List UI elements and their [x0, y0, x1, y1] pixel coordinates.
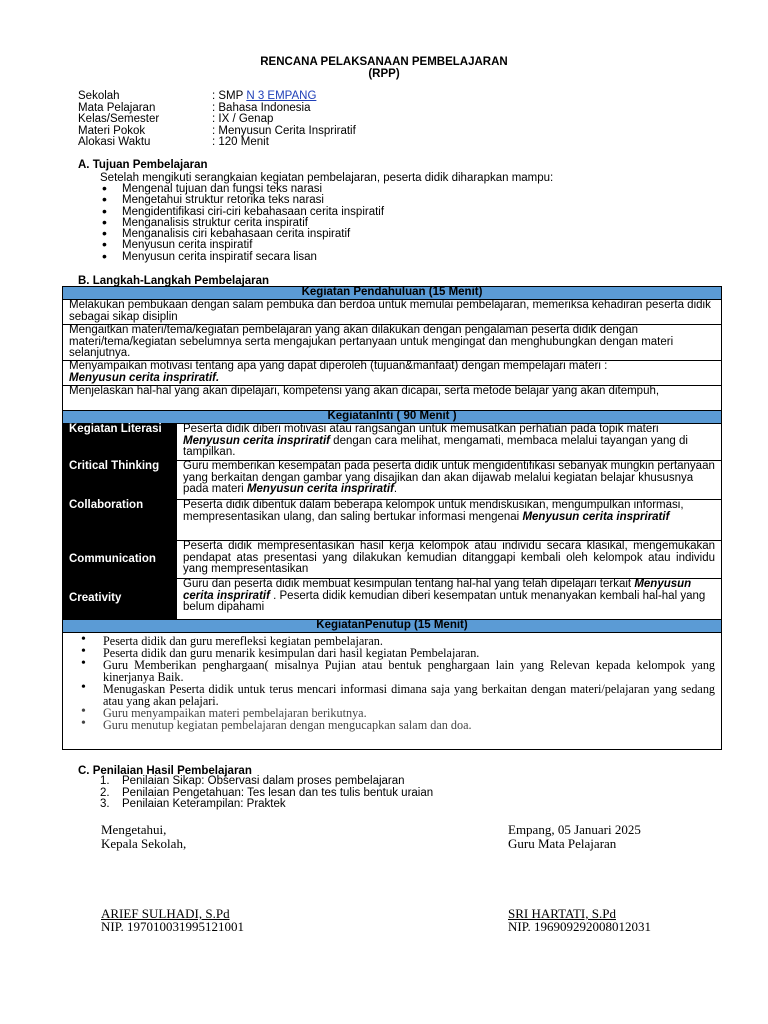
document-title: RENCANA PELAKSANAAN PEMBELAJARAN — [260, 56, 508, 68]
inti-text: dengan cara melihat, mengamati, membaca melalui tayangan yang di tampilkan. — [183, 434, 688, 458]
list-item: • Menyusun cerita inspiratif — [100, 240, 384, 251]
inti-text-critical — [177, 461, 722, 500]
inti-label-creativity: Creativity — [63, 579, 177, 620]
pendahuluan-text: Menyampaikan motivasi tentang apa yang dapat diperoleh (tujuan&manfaat) dengan mempelajari materi : — [69, 360, 608, 372]
list-item: • Mengetahui struktur retorika teks narasi — [100, 195, 384, 206]
list-item: • Peserta didik dan guru menarik kesimpulan dari hasil kegiatan Pembelajaran. — [63, 647, 721, 659]
identity-value: : Menyusun Cerita Inspriratif — [212, 124, 356, 137]
principal-name: ARIEF SULHADI, S.Pd — [101, 906, 230, 921]
signature-right-line1: Empang, 05 Januari 2025 — [508, 822, 641, 837]
identity-label: Sekolah — [78, 90, 120, 102]
document-subtitle: (RPP) — [368, 68, 400, 80]
inti-text: . Peserta didik kemudian diberi kesempatan untuk menanyakan kembali hal-hal yang belum dipahami — [183, 589, 706, 613]
identity-label: Mata Pelajaran — [78, 101, 156, 114]
principal-nip: NIP. 197010031995121001 — [101, 919, 245, 934]
penutup-header: KegiatanPenutup (15 Menit) — [63, 620, 722, 633]
identity-value: : Bahasa Indonesia — [212, 101, 311, 114]
inti-text: Guru dan peserta didik membuat kesimpulan tentang hal-hal yang telah dipelajari terkait — [183, 578, 635, 590]
teacher-name: SRI HARTATI, S.Pd — [508, 906, 616, 921]
signature-left-line2: Kepala Sekolah, — [101, 836, 187, 851]
identity-label: Kelas/Semester — [78, 113, 160, 125]
inti-text-communication: Peserta didik mempresentasikan hasil kerja kelompok atau individu secara klasikal, mengemukakan pendapat atas presentasi yang dilakukan kemudian ditanggapi kembali oleh kelompok atau individu yang mempresentasikan — [177, 541, 722, 579]
inti-text-creativity — [177, 579, 722, 620]
section-c-heading: C. Penilaian Hasil Pembelajaran — [78, 765, 252, 777]
inti-label-communication: Communication — [63, 541, 177, 579]
list-item: • Mengidentifikasi ciri-ciri kebahasaan cerita inspiratif — [100, 207, 384, 218]
inti-bold: Menyusun cerita inspriratif — [522, 510, 670, 523]
list-item: • Mengenal tujuan dan fungsi teks narasi — [100, 184, 384, 195]
inti-text: Peserta didik diberi motivasi atau rangsangan untuk memusatkan perhatian pada topik materi — [183, 423, 659, 435]
inti-bold: Menyusun cerita inspriratif — [183, 578, 692, 602]
inti-label-literasi: Kegiatan Literasi — [63, 424, 177, 461]
assessment-list — [100, 776, 433, 811]
list-item: • Guru menutup kegiatan pembelajaran dengan mengucapkan salam dan doa. — [63, 719, 721, 731]
identity-value: : IX / Genap — [212, 113, 274, 125]
list-item: • Menugaskan Peserta didik untuk terus mencari informasi dimana saja yang berkaitan dengan materi/pelajaran yang sedang atau yang akan pelajari. — [63, 683, 721, 707]
item-number: 3. — [100, 798, 110, 810]
identity-row-alokasi — [78, 137, 269, 149]
list-item: • Peserta didik dan guru merefleksi kegiatan pembelajaran. — [63, 635, 721, 647]
signature-left-line1: Mengetahui, — [101, 822, 167, 837]
activities-table — [62, 286, 722, 750]
item-number: 1. — [100, 775, 110, 787]
list-item — [100, 799, 433, 811]
pendahuluan-row-1: Melakukan pembukaan dengan salam pembuka dan berdoa untuk memulai pembelajaran, memeriksa kehadiran peserta didik sebagai sikap disiplin — [63, 300, 722, 325]
inti-text-literasi — [177, 424, 722, 461]
inti-label-collaboration: Collaboration — [63, 500, 177, 541]
inti-header: KegiatanInti ( 90 Menit ) — [63, 411, 722, 424]
pendahuluan-row-3 — [63, 361, 722, 386]
inti-bold: Menyusun cerita inspriratif — [183, 434, 330, 447]
item-text: Penilaian Keterampilan: Praktek — [122, 798, 286, 810]
objectives-list — [100, 184, 384, 263]
school-link[interactable]: N 3 EMPANG — [246, 90, 317, 102]
inti-text: . — [393, 483, 398, 495]
identity-value: : SMP — [212, 90, 247, 102]
section-a-heading: A. Tujuan Pembelajaran — [78, 159, 208, 171]
list-item: • Guru menyampaikan materi pembelajaran berikutnya. — [63, 707, 721, 719]
list-item: • Guru Memberikan penghargaan( misalnya Pujian atau bentuk penghargaan lain yang Relevan kepada kelompok yang kinerjanya Baik. — [63, 659, 721, 683]
pendahuluan-row-2: Mengaitkan materi/tema/kegiatan pembelajaran yang akan dilakukan dengan pengalaman peserta didik dengan materi/tema/kegiatan sebelumnya serta mengajukan pertanyaan untuk mengingat dan menghubungkan dengan materi selanjutnya. — [63, 325, 722, 361]
pendahuluan-material: Menyusun cerita inspriratif. — [69, 371, 220, 384]
pendahuluan-header: Kegiatan Pendahuluan (15 Menit) — [63, 287, 722, 300]
section-a-intro: Setelah mengikuti serangkaian kegiatan pembelajaran, peserta didik diharapkan mampu: — [100, 172, 554, 184]
inti-bold: Menyusun cerita inspriratif — [246, 483, 394, 495]
inti-label-critical: Critical Thinking — [63, 461, 177, 500]
signature-right-line2: Guru Mata Pelajaran — [508, 836, 617, 851]
closing-list — [63, 635, 721, 731]
item-number: 2. — [100, 786, 110, 799]
material-name: Menyusun cerita inspriratif — [69, 371, 216, 384]
inti-text-collaboration — [177, 500, 722, 541]
item-text: Penilaian Pengetahuan: Tes lesan dan tes tulis bentuk uraian — [122, 786, 434, 799]
list-item: • Menganalisis ciri kebahasaan cerita inspiratif — [100, 229, 384, 240]
teacher-nip: NIP. 196909292008012031 — [508, 919, 652, 934]
penutup-cell — [63, 633, 722, 750]
list-item: • Menyusun cerita inspiratif secara lisan — [100, 252, 384, 263]
identity-value: : 120 Menit — [212, 136, 269, 148]
inti-text: Guru memberikan kesempatan pada peserta didik untuk mengidentifikasi sebanyak mungkin pertanyaan yang berkaitan dengan gambar yang disajikan dan akan dijawab melalui kegiatan belajar khususnya pada materi — [183, 460, 715, 495]
list-item: • Menganalisis struktur cerita inspiratif — [100, 218, 384, 229]
section-b-heading: B. Langkah-Langkah Pembelajaran — [78, 275, 270, 287]
inti-text: Peserta didik dibentuk dalam beberapa kelompok untuk mendiskusikan, mengumpulkan informasi, mempresentasikan ulang, dan saling bertukar informasi mengenai — [183, 499, 684, 523]
item-text: Penilaian Sikap: Observasi dalam proses pembelajaran — [122, 775, 405, 787]
identity-label: Alokasi Waktu — [78, 136, 151, 148]
identity-label: Materi Pokok — [78, 124, 146, 137]
pendahuluan-row-4: Menjelaskan hal-hal yang akan dipelajari, kompetensi yang akan dicapai, serta metode belajar yang akan ditempuh, — [63, 386, 722, 411]
